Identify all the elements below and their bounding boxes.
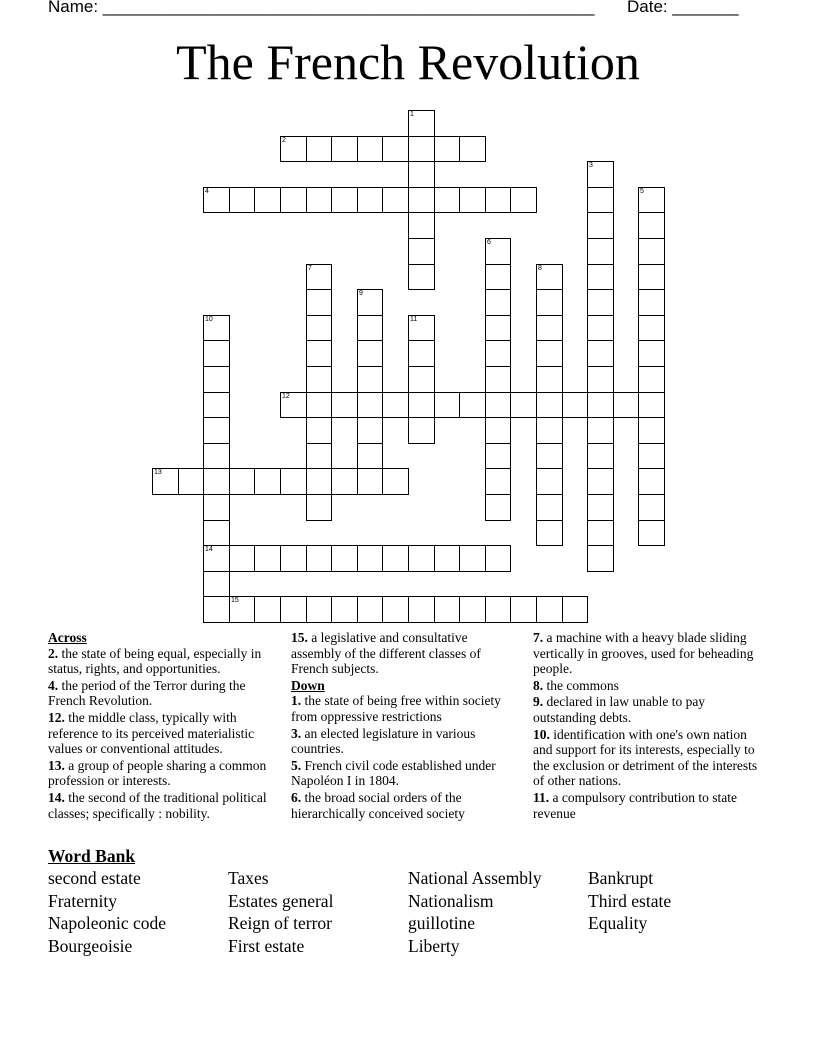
crossword-cell[interactable] bbox=[203, 187, 230, 213]
crossword-cell[interactable] bbox=[357, 545, 383, 572]
crossword-cell[interactable] bbox=[178, 468, 204, 495]
crossword-cell[interactable] bbox=[408, 264, 435, 290]
clue-item bbox=[533, 694, 765, 725]
crossword-cell[interactable] bbox=[203, 571, 230, 597]
crossword-cell[interactable] bbox=[306, 315, 332, 341]
clue-number: 11. bbox=[533, 789, 550, 805]
crossword-cell[interactable] bbox=[203, 494, 230, 521]
crossword-cell[interactable] bbox=[434, 187, 460, 213]
crossword-cell[interactable] bbox=[434, 596, 460, 623]
clue-text: French civil code established under Napoléon I in 1804. bbox=[291, 757, 496, 789]
crossword-cell[interactable] bbox=[485, 187, 511, 213]
clue-text: identification with one's own nation and support for its interests, especially to the exclusion or detriment of the interests of other nations. bbox=[533, 726, 758, 789]
crossword-cell[interactable] bbox=[485, 289, 511, 316]
clue-number-label: 14 bbox=[205, 546, 213, 553]
crossword-cell[interactable] bbox=[408, 392, 435, 418]
crossword-cell[interactable] bbox=[485, 545, 511, 572]
crossword-cell[interactable] bbox=[408, 238, 435, 265]
clue-number-label: 12 bbox=[282, 393, 290, 400]
crossword-cell[interactable] bbox=[331, 136, 358, 162]
clue-text: a group of people sharing a common profession or interests. bbox=[48, 757, 267, 789]
crossword-cell[interactable] bbox=[536, 289, 563, 316]
crossword-cell[interactable] bbox=[536, 443, 563, 469]
clue-text: an elected legislature in various countries. bbox=[291, 725, 476, 757]
crossword-cell[interactable] bbox=[485, 443, 511, 469]
clue-text: a legislative and consultative assembly of the different classes of French subjects. bbox=[291, 630, 481, 677]
crossword-cell[interactable] bbox=[357, 392, 383, 418]
clue-item bbox=[533, 727, 765, 789]
clue-number: 15. bbox=[291, 630, 308, 645]
crossword-cell[interactable] bbox=[408, 366, 435, 393]
crossword-cell[interactable] bbox=[306, 289, 332, 316]
crossword-cell[interactable] bbox=[382, 596, 409, 623]
crossword-cell[interactable] bbox=[152, 468, 179, 495]
crossword-cell[interactable] bbox=[254, 468, 281, 495]
word-bank-word: Bankrupt bbox=[588, 868, 654, 888]
clue-item bbox=[291, 790, 513, 821]
crossword-cell[interactable] bbox=[306, 136, 332, 162]
crossword-cell[interactable] bbox=[536, 520, 563, 546]
clue-number: 5. bbox=[291, 757, 302, 773]
crossword-cell[interactable] bbox=[306, 340, 332, 367]
clue-number: 8. bbox=[533, 677, 544, 693]
crossword-cell[interactable] bbox=[229, 187, 255, 213]
crossword-cell[interactable] bbox=[459, 545, 486, 572]
crossword-cell[interactable] bbox=[459, 187, 486, 213]
crossword-cell[interactable] bbox=[254, 545, 281, 572]
word-bank-word: Third estate bbox=[588, 890, 672, 911]
crossword-cell[interactable] bbox=[408, 340, 435, 367]
crossword-cell[interactable] bbox=[331, 545, 358, 572]
crossword-cell[interactable] bbox=[331, 187, 358, 213]
date-field-label: Date: _______ bbox=[627, 0, 739, 16]
crossword-cell[interactable] bbox=[382, 136, 409, 162]
crossword-cell[interactable] bbox=[357, 443, 383, 469]
crossword-cell[interactable] bbox=[408, 315, 435, 341]
crossword-cell[interactable] bbox=[306, 264, 332, 290]
crossword-cell[interactable] bbox=[587, 468, 614, 495]
crossword-cell[interactable] bbox=[382, 468, 409, 495]
crossword-cell[interactable] bbox=[280, 545, 307, 572]
crossword-cell[interactable] bbox=[434, 545, 460, 572]
clue-number: 7. bbox=[533, 630, 544, 645]
crossword-cell[interactable] bbox=[536, 315, 563, 341]
crossword-cell[interactable] bbox=[562, 596, 588, 623]
crossword-cell[interactable] bbox=[408, 110, 435, 137]
word-bank-word: second estate bbox=[48, 868, 141, 888]
crossword-cell[interactable] bbox=[485, 238, 511, 265]
crossword-cell[interactable] bbox=[306, 468, 332, 495]
crossword-cell[interactable] bbox=[638, 212, 665, 239]
crossword-cell[interactable] bbox=[587, 340, 614, 367]
clue-number: 13. bbox=[48, 757, 65, 773]
crossword-cell[interactable] bbox=[638, 468, 665, 495]
crossword-cell[interactable] bbox=[203, 468, 230, 495]
crossword-cell[interactable] bbox=[638, 392, 665, 418]
crossword-cell[interactable] bbox=[587, 161, 614, 188]
crossword-cell[interactable] bbox=[638, 494, 665, 521]
clue-text: a compulsory contribution to state revenue bbox=[533, 789, 737, 821]
across-heading: Across bbox=[48, 630, 87, 645]
crossword-cell[interactable] bbox=[587, 417, 614, 444]
crossword-cell[interactable] bbox=[485, 494, 511, 521]
crossword-cell[interactable] bbox=[485, 315, 511, 341]
clue-number: 2. bbox=[48, 645, 59, 661]
crossword-cell[interactable] bbox=[587, 366, 614, 393]
clues-column-2 bbox=[291, 630, 513, 822]
crossword-cell[interactable] bbox=[408, 596, 435, 623]
crossword-cell[interactable] bbox=[408, 136, 435, 162]
crossword-cell[interactable] bbox=[485, 596, 511, 623]
word-bank-word: National Assembly bbox=[408, 868, 542, 888]
clue-number-label: 4 bbox=[205, 188, 209, 195]
crossword-cell[interactable] bbox=[485, 340, 511, 367]
crossword-cell[interactable] bbox=[382, 545, 409, 572]
clue-number-label: 10 bbox=[205, 316, 213, 323]
crossword-cell[interactable] bbox=[638, 520, 665, 546]
clue-item bbox=[291, 693, 513, 724]
clues-column-3 bbox=[533, 630, 765, 822]
crossword-cell[interactable] bbox=[587, 264, 614, 290]
crossword-cell[interactable] bbox=[408, 417, 435, 444]
crossword-cell[interactable] bbox=[254, 187, 281, 213]
crossword-cell[interactable] bbox=[306, 187, 332, 213]
crossword-cell[interactable] bbox=[203, 366, 230, 393]
crossword-cell[interactable] bbox=[203, 417, 230, 444]
crossword-cell[interactable] bbox=[638, 443, 665, 469]
crossword-cell[interactable] bbox=[638, 264, 665, 290]
crossword-cell[interactable] bbox=[638, 315, 665, 341]
clue-number: 10. bbox=[533, 726, 550, 742]
clue-number-label: 6 bbox=[487, 239, 491, 246]
crossword-cell[interactable] bbox=[510, 392, 537, 418]
crossword-cell[interactable] bbox=[382, 392, 409, 418]
clue-number: 1. bbox=[291, 693, 302, 709]
crossword-cell[interactable] bbox=[306, 366, 332, 393]
clue-item bbox=[48, 790, 284, 821]
word-bank-word: Liberty bbox=[408, 936, 460, 957]
crossword-cell[interactable] bbox=[536, 468, 563, 495]
crossword-cell[interactable] bbox=[203, 315, 230, 341]
clue-item bbox=[48, 758, 284, 789]
crossword-cell[interactable] bbox=[638, 238, 665, 265]
clue-number: 6. bbox=[291, 789, 302, 805]
word-bank-word: Estates general bbox=[228, 890, 334, 911]
crossword-cell[interactable] bbox=[536, 417, 563, 444]
crossword-cell[interactable] bbox=[485, 392, 511, 418]
crossword-cell[interactable] bbox=[357, 187, 383, 213]
crossword-cell[interactable] bbox=[382, 187, 409, 213]
clue-number-label: 2 bbox=[282, 137, 286, 144]
crossword-cell[interactable] bbox=[459, 136, 486, 162]
word-bank-word: Equality bbox=[588, 913, 648, 934]
clue-text: the broad social orders of the hierarchically conceived society bbox=[291, 789, 465, 821]
word-bank-word: Nationalism bbox=[408, 890, 494, 911]
crossword-cell[interactable] bbox=[459, 392, 486, 418]
clue-number: 4. bbox=[48, 677, 59, 693]
clue-item bbox=[48, 646, 284, 677]
clue-number: 12. bbox=[48, 709, 65, 725]
clue-text: the middle class, typically with reference to its perceived materialistic values or conventional attitudes. bbox=[48, 709, 255, 757]
crossword-cell[interactable] bbox=[638, 366, 665, 393]
crossword-cell[interactable] bbox=[306, 392, 332, 418]
crossword-cell[interactable] bbox=[331, 596, 358, 623]
crossword-cell[interactable] bbox=[306, 596, 332, 623]
crossword-cell[interactable] bbox=[203, 545, 230, 572]
clue-text: declared in law unable to pay outstanding debts. bbox=[533, 694, 706, 725]
crossword-cell[interactable] bbox=[408, 161, 435, 188]
crossword-cell[interactable] bbox=[638, 289, 665, 316]
clue-number-label: 9 bbox=[359, 290, 363, 297]
crossword-cell[interactable] bbox=[408, 187, 435, 213]
crossword-cell[interactable] bbox=[357, 289, 383, 316]
crossword-cell[interactable] bbox=[357, 468, 383, 495]
clue-text: the state of being free within society from oppressive restrictions bbox=[291, 693, 501, 724]
crossword-cell[interactable] bbox=[434, 392, 460, 418]
crossword-cell[interactable] bbox=[357, 136, 383, 162]
crossword-cell[interactable] bbox=[408, 545, 435, 572]
crossword-cell[interactable] bbox=[306, 417, 332, 444]
crossword-cell[interactable] bbox=[229, 545, 255, 572]
down-heading: Down bbox=[291, 677, 325, 693]
crossword-cell[interactable] bbox=[587, 520, 614, 546]
clue-text: a machine with a heavy blade sliding vertically in grooves, used for beheading people. bbox=[533, 630, 754, 677]
clue-number-label: 1 bbox=[410, 111, 414, 118]
crossword-cell[interactable] bbox=[485, 417, 511, 444]
word-bank-title: Word Bank bbox=[48, 846, 136, 866]
crossword-cell[interactable] bbox=[357, 366, 383, 393]
clue-number: 9. bbox=[533, 694, 544, 710]
clue-item bbox=[291, 726, 513, 757]
crossword-cell[interactable] bbox=[587, 392, 614, 418]
crossword-cell[interactable] bbox=[280, 392, 307, 418]
clue-text: the commons bbox=[543, 677, 619, 693]
crossword-cell[interactable] bbox=[587, 494, 614, 521]
crossword-cell[interactable] bbox=[613, 392, 639, 418]
crossword-cell[interactable] bbox=[638, 417, 665, 444]
clue-number-label: 13 bbox=[154, 469, 162, 476]
clue-item bbox=[533, 678, 765, 694]
crossword-cell[interactable] bbox=[587, 443, 614, 469]
crossword-cell[interactable] bbox=[280, 468, 307, 495]
crossword-cell[interactable] bbox=[357, 596, 383, 623]
crossword-cell[interactable] bbox=[306, 494, 332, 521]
crossword-cell[interactable] bbox=[254, 596, 281, 623]
crossword-cell[interactable] bbox=[587, 187, 614, 213]
word-bank-word: Reign of terror bbox=[228, 913, 332, 934]
crossword-cell[interactable] bbox=[357, 417, 383, 444]
clue-number-label: 7 bbox=[308, 265, 312, 272]
crossword-cell[interactable] bbox=[357, 340, 383, 367]
crossword-cell[interactable] bbox=[203, 520, 230, 546]
clue-number-label: 15 bbox=[231, 597, 239, 604]
crossword-cell[interactable] bbox=[485, 264, 511, 290]
crossword-cell[interactable] bbox=[587, 238, 614, 265]
clue-number-label: 3 bbox=[589, 162, 593, 169]
crossword-cell[interactable] bbox=[536, 392, 563, 418]
crossword-cell[interactable] bbox=[459, 596, 486, 623]
clue-number: 14. bbox=[48, 789, 65, 805]
crossword-cell[interactable] bbox=[638, 340, 665, 367]
crossword-cell[interactable] bbox=[280, 187, 307, 213]
clue-item bbox=[291, 758, 513, 789]
clue-number: 3. bbox=[291, 725, 302, 741]
crossword-cell[interactable] bbox=[280, 136, 307, 162]
word-bank-word: First estate bbox=[228, 936, 305, 957]
crossword-cell[interactable] bbox=[536, 494, 563, 521]
crossword-cell[interactable] bbox=[434, 136, 460, 162]
word-bank-word: Bourgeoisie bbox=[48, 936, 133, 957]
word-bank-word: Taxes bbox=[228, 868, 269, 888]
crossword-cell[interactable] bbox=[280, 596, 307, 623]
clues-column-1 bbox=[48, 630, 284, 822]
crossword-cell[interactable] bbox=[306, 545, 332, 572]
clue-item bbox=[48, 678, 284, 709]
word-bank-word: guillotine bbox=[408, 913, 476, 934]
word-bank-word: Napoleonic code bbox=[48, 913, 167, 934]
crossword-cell[interactable] bbox=[203, 443, 230, 469]
crossword-cell[interactable] bbox=[536, 596, 563, 623]
clue-number-label: 8 bbox=[538, 265, 542, 272]
crossword-cell[interactable] bbox=[331, 392, 358, 418]
crossword-cell[interactable] bbox=[510, 596, 537, 623]
crossword-cell[interactable] bbox=[587, 289, 614, 316]
clue-text: the period of the Terror during the French Revolution. bbox=[48, 677, 246, 709]
crossword-cell[interactable] bbox=[229, 596, 255, 623]
clue-item bbox=[291, 630, 513, 677]
name-field-label: Name: ____________________________________________________ bbox=[48, 0, 595, 16]
crossword-cell[interactable] bbox=[408, 212, 435, 239]
clue-text: the state of being equal, especially in status, rights, and opportunities. bbox=[48, 645, 262, 677]
crossword-cell[interactable] bbox=[229, 468, 255, 495]
crossword-cell[interactable] bbox=[587, 315, 614, 341]
crossword-cell[interactable] bbox=[485, 366, 511, 393]
clue-number-label: 11 bbox=[410, 316, 418, 323]
clue-item bbox=[48, 710, 284, 757]
crossword-cell[interactable] bbox=[510, 187, 537, 213]
crossword-cell[interactable] bbox=[587, 212, 614, 239]
crossword-cell[interactable] bbox=[536, 366, 563, 393]
clue-item bbox=[533, 630, 765, 677]
crossword-cell[interactable] bbox=[203, 340, 230, 367]
page-title: The French Revolution bbox=[176, 34, 640, 90]
crossword-cell[interactable] bbox=[587, 545, 614, 572]
crossword-cell[interactable] bbox=[203, 596, 230, 623]
crossword-cell[interactable] bbox=[306, 443, 332, 469]
crossword-cell[interactable] bbox=[357, 315, 383, 341]
clue-text: the second of the traditional political classes; specifically : nobility. bbox=[48, 789, 267, 821]
word-bank-word: Fraternity bbox=[48, 890, 118, 911]
clue-number-label: 5 bbox=[640, 188, 644, 195]
crossword-cell[interactable] bbox=[562, 392, 588, 418]
crossword-cell[interactable] bbox=[536, 264, 563, 290]
crossword-cell[interactable] bbox=[536, 340, 563, 367]
crossword-cell[interactable] bbox=[485, 468, 511, 495]
crossword-cell[interactable] bbox=[331, 468, 358, 495]
crossword-cell[interactable] bbox=[203, 392, 230, 418]
crossword-cell[interactable] bbox=[638, 187, 665, 213]
clue-item bbox=[533, 790, 765, 821]
